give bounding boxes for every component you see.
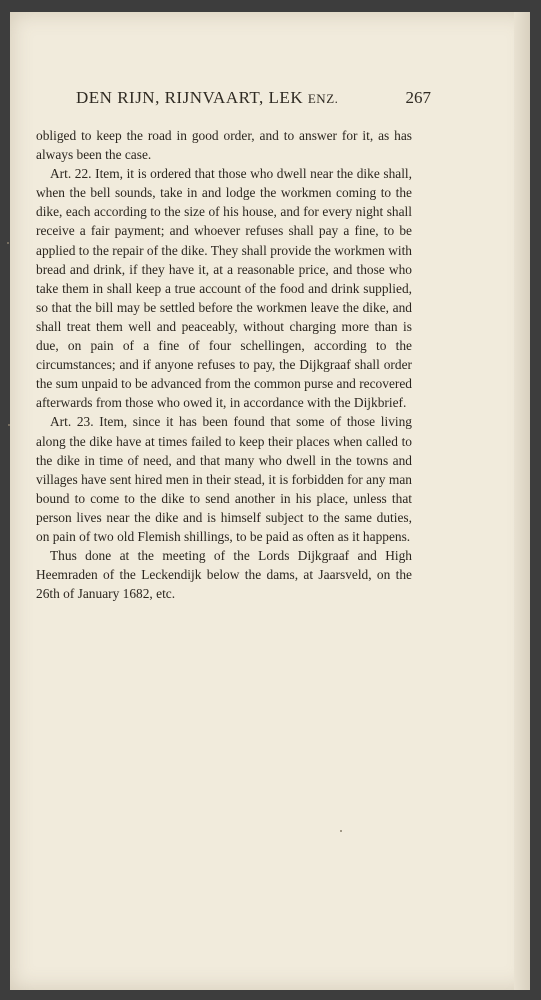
page-header <box>76 88 431 108</box>
page-number: 267 <box>405 88 431 107</box>
paragraph-art-22: Art. 22. Item, it is ordered that those who dwell near the dike shall, when the bell sounds, take in and lodge the workmen coming to the dike, each according to the size of his house, and for every night shall receive a fair payment; and whoever refuses shall pay a fine, to be applied to the repair of the dike. They shall provide the workmen with bread and drink, if they have it, at a reasonable price, and those who take them in shall keep a true account of the food and drink supplied, so that the bill may be settled before the workmen leave the dike, and shall treat them well and peaceably, without charging more than is due, on pain of a fine of four schellingen, according to the circumstances; and if anyone refuses to pay, the Dijkgraaf shall order the sum unpaid to be advanced from the common purse and recovered afterwards from those who owed it, in accordance with the Dijkbrief. <box>36 166 412 411</box>
running-title-suffix: ENZ. <box>307 91 339 106</box>
book-page <box>10 12 530 990</box>
specks <box>7 242 9 244</box>
paragraph-closing: Thus done at the meeting of the Lords Dijkgraaf and High Heemraden of the Leckendijk below the dams, at Jaarsveld, on the 26th of January 1682, etc. <box>36 548 412 602</box>
body-text <box>36 126 412 603</box>
page-edge <box>514 12 530 990</box>
running-title <box>76 88 338 107</box>
specks <box>340 830 342 832</box>
paragraph-art-23: Art. 23. Item, since it has been found that some of those living along the dike have at times failed to keep their places when called to the dike in time of need, and that many who dwell in the towns and villages have sent hired men in their stead, it is forbidden for any man bound to come to the dike to send another in his place, unless that person lives near the dike and is himself subject to the same duties, on pain of two old Flemish shillings, to be paid as often as it happens. <box>36 414 412 544</box>
paragraph-continued: obliged to keep the road in good order, and to answer for it, as has always been the case. <box>36 128 412 163</box>
running-title-text: DEN RIJN, RIJNVAART, LEK <box>76 88 304 107</box>
specks <box>8 424 10 426</box>
